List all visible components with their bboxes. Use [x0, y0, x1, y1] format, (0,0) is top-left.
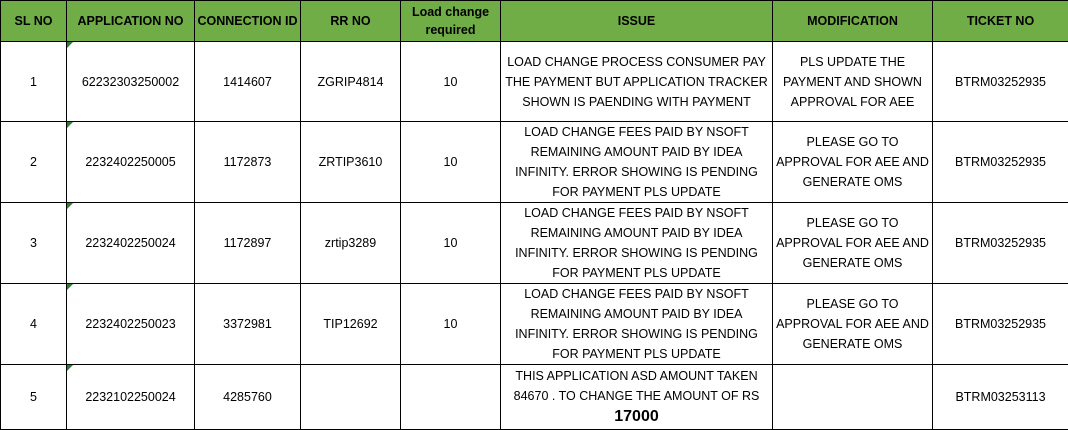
load-change-cell[interactable]: 10: [401, 42, 501, 122]
application-no-cell[interactable]: 62232303250002: [67, 42, 195, 122]
sl-no-cell[interactable]: 5: [1, 365, 67, 430]
application-no-cell[interactable]: 2232402250005: [67, 122, 195, 203]
rr-no-cell[interactable]: TIP12692: [301, 284, 401, 365]
connection-id-cell[interactable]: 1414607: [195, 42, 301, 122]
sl-no-cell[interactable]: 1: [1, 42, 67, 122]
issue-cell[interactable]: LOAD CHANGE FEES PAID BY NSOFT REMAINING AMOUNT PAID BY IDEA INFINITY. ERROR SHOWING IS PENDING FOR PAYMENT PLS UPDATE: [501, 203, 773, 284]
application-no-cell[interactable]: 2232402250023: [67, 284, 195, 365]
header-application-no[interactable]: APPLICATION NO: [67, 1, 195, 42]
connection-id-cell[interactable]: 4285760: [195, 365, 301, 430]
header-load-change[interactable]: Load change required: [401, 1, 501, 42]
rr-no-cell[interactable]: ZRTIP3610: [301, 122, 401, 203]
issue-cell[interactable]: LOAD CHANGE FEES PAID BY NSOFT REMAINING AMOUNT PAID BY IDEA INFINITY. ERROR SHOWING IS PENDING FOR PAYMENT PLS UPDATE: [501, 284, 773, 365]
header-issue[interactable]: ISSUE: [501, 1, 773, 42]
issue-text: THIS APPLICATION ASD AMOUNT TAKEN 84670 . TO CHANGE THE AMOUNT OF RS: [514, 369, 760, 403]
sl-no-cell[interactable]: 2: [1, 122, 67, 203]
issue-cell[interactable]: LOAD CHANGE PROCESS CONSUMER PAY THE PAYMENT BUT APPLICATION TRACKER SHOWN IS PAENDING WITH PAYMENT: [501, 42, 773, 122]
modification-cell[interactable]: [773, 365, 933, 430]
load-change-cell[interactable]: 10: [401, 122, 501, 203]
table-row: [1, 365, 1068, 430]
connection-id-cell[interactable]: 1172873: [195, 122, 301, 203]
ticket-no-cell[interactable]: BTRM03252935: [933, 42, 1068, 122]
rr-no-cell[interactable]: ZGRIP4814: [301, 42, 401, 122]
ticket-no-cell[interactable]: BTRM03252935: [933, 122, 1068, 203]
modification-cell[interactable]: PLS UPDATE THE PAYMENT AND SHOWN APPROVAL FOR AEE: [773, 42, 933, 122]
application-no-cell[interactable]: 2232102250024: [67, 365, 195, 430]
rr-no-cell[interactable]: zrtip3289: [301, 203, 401, 284]
header-sl-no[interactable]: SL NO: [1, 1, 67, 42]
modification-cell[interactable]: PLEASE GO TO APPROVAL FOR AEE AND GENERATE OMS: [773, 203, 933, 284]
connection-id-cell[interactable]: 1172897: [195, 203, 301, 284]
header-modification[interactable]: MODIFICATION: [773, 1, 933, 42]
connection-id-cell[interactable]: 3372981: [195, 284, 301, 365]
table-row: [1, 122, 1068, 203]
table-row: [1, 203, 1068, 284]
rr-no-cell[interactable]: [301, 365, 401, 430]
issue-cell[interactable]: LOAD CHANGE FEES PAID BY NSOFT REMAINING AMOUNT PAID BY IDEA INFINITY. ERROR SHOWING IS PENDING FOR PAYMENT PLS UPDATE: [501, 122, 773, 203]
issue-cell[interactable]: [501, 365, 773, 430]
modification-cell[interactable]: PLEASE GO TO APPROVAL FOR AEE AND GENERATE OMS: [773, 284, 933, 365]
table-row: [1, 42, 1068, 122]
modification-cell[interactable]: PLEASE GO TO APPROVAL FOR AEE AND GENERATE OMS: [773, 122, 933, 203]
table-row: [1, 284, 1068, 365]
application-no-cell[interactable]: 2232402250024: [67, 203, 195, 284]
ticket-no-cell[interactable]: BTRM03253113: [933, 365, 1068, 430]
header-rr-no[interactable]: RR NO: [301, 1, 401, 42]
ticket-no-cell[interactable]: BTRM03252935: [933, 203, 1068, 284]
sl-no-cell[interactable]: 3: [1, 203, 67, 284]
header-row: [1, 1, 1068, 42]
load-change-cell[interactable]: 10: [401, 284, 501, 365]
issue-amount: 17000: [503, 406, 770, 428]
ticket-no-cell[interactable]: BTRM03252935: [933, 284, 1068, 365]
sl-no-cell[interactable]: 4: [1, 284, 67, 365]
load-change-cell[interactable]: [401, 365, 501, 430]
header-ticket-no[interactable]: TICKET NO: [933, 1, 1068, 42]
header-connection-id[interactable]: CONNECTION ID: [195, 1, 301, 42]
load-change-cell[interactable]: 10: [401, 203, 501, 284]
